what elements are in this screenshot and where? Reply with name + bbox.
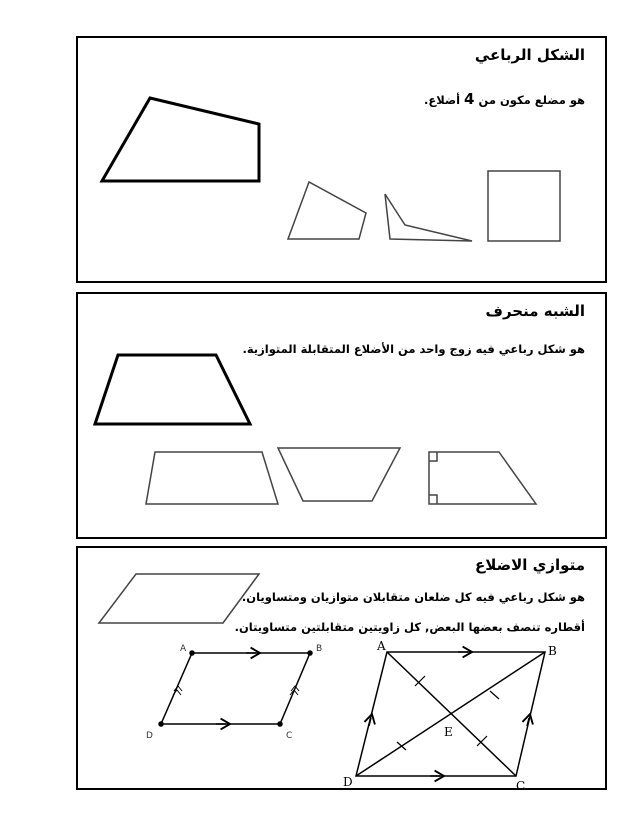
- irregular-quadrilateral-large: [102, 98, 259, 181]
- trapezoid-large: [95, 355, 250, 424]
- parallelogram-diagonals-diagram: [356, 652, 545, 776]
- quadrilateral-panel: [76, 36, 607, 283]
- kite-quadrilateral: [288, 182, 366, 239]
- vertex-label-d: D: [146, 731, 153, 741]
- quadrilateral-title: الشكل الرباعي: [474, 46, 585, 64]
- trapezoid-definition: هو شكل رباعي فيه زوج واحد من الأضلاع المتقابلة المتوازية.: [242, 342, 585, 356]
- square-shape: [488, 171, 560, 241]
- parallelogram-diagonal-property: أقطاره تنصف بعضها البعض, كل زاويتين متقابلتين متساويتان.: [234, 620, 585, 634]
- quadrilateral-sides-number: 4: [464, 90, 475, 108]
- parallelogram-simple: [99, 574, 259, 623]
- vertex-label-a: A: [180, 644, 187, 654]
- right-trapezoid: [429, 452, 536, 504]
- trapezoid-panel: [76, 292, 607, 539]
- parallelogram-title: متوازي الاضلاع: [474, 556, 585, 574]
- vertex-label-b: B: [316, 644, 323, 654]
- parallelogram-definition: هو شكل رباعي فيه كل ضلعان متقابلان متوازيان ومتساويان.: [241, 590, 585, 604]
- vertex-label-b-large: B: [548, 644, 557, 658]
- quadrilateral-shapes: [78, 38, 609, 285]
- trapezoid-shapes: [78, 294, 609, 541]
- vertex-label-c: C: [286, 731, 293, 741]
- parallelogram-parallel-sides-diagram: [159, 651, 312, 726]
- vertex-label-a-large: A: [377, 639, 386, 653]
- intersection-label-e: E: [444, 725, 453, 739]
- quadrilateral-definition-end: أضلاع.: [424, 93, 461, 107]
- trapezoid-inverted: [278, 448, 400, 501]
- trapezoid-small: [146, 452, 278, 504]
- vertex-label-d-large: D: [343, 775, 353, 789]
- parallelogram-shapes: [78, 548, 609, 792]
- quadrilateral-definition-start: هو مضلع مكون من: [478, 93, 585, 107]
- concave-quadrilateral: [385, 194, 472, 241]
- trapezoid-title: الشبه منحرف: [485, 302, 585, 320]
- vertex-label-c-large: C: [516, 779, 526, 792]
- parallelogram-panel: [76, 546, 607, 790]
